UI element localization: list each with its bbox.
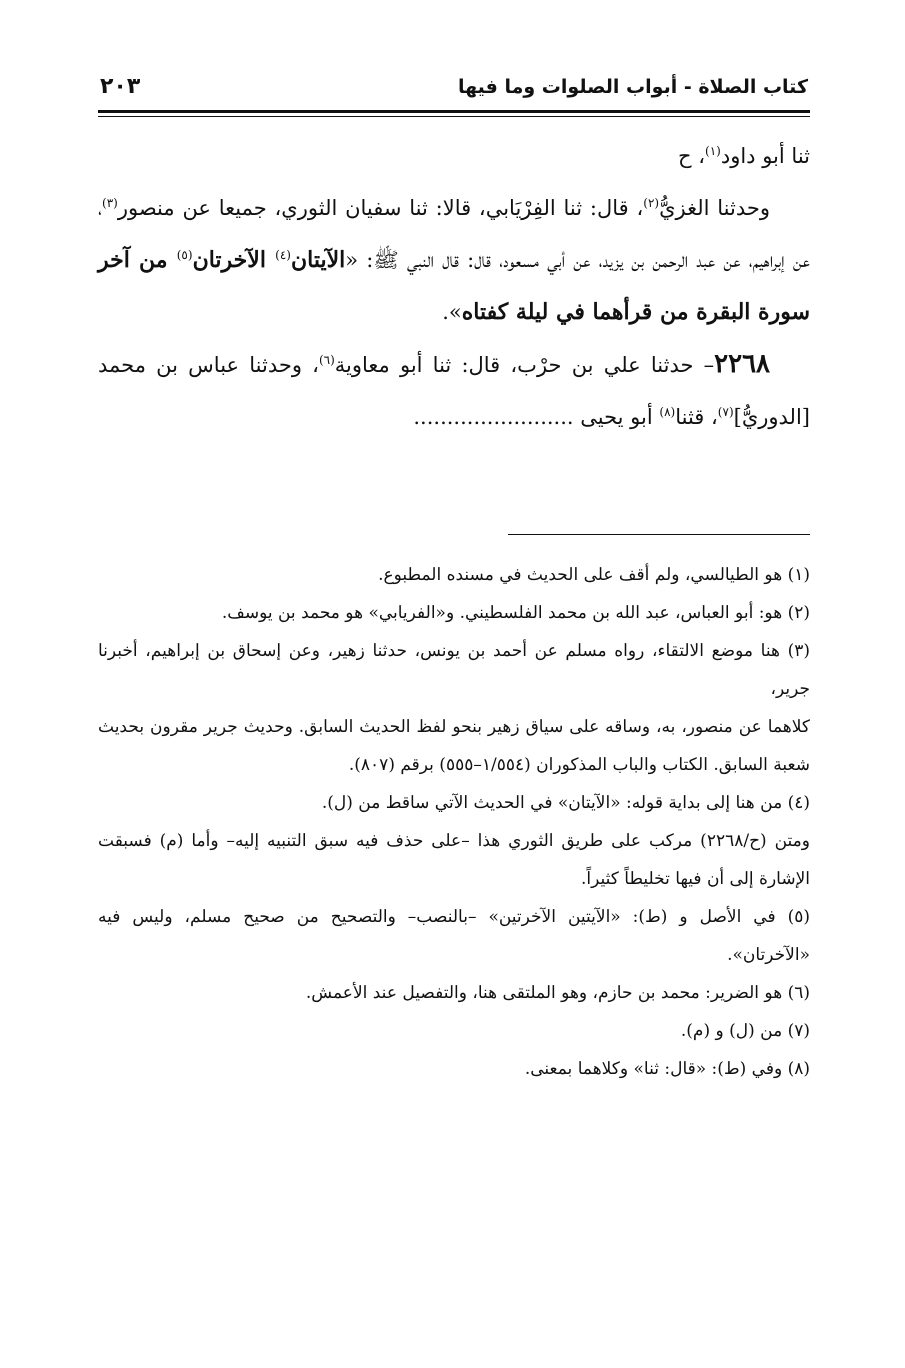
text-segment: ، قال: ثنا الفِرْيَابي، قالا: ثنا سفيان الثوري، جميعا عن منصور (117, 196, 644, 220)
header-title: كتاب الصلاة - أبواب الصلوات وما فيها (457, 76, 808, 98)
text-segment: وحدثنا الغزيُّ (659, 196, 771, 220)
paragraph-3 (98, 338, 810, 443)
footnote-4: (٤) من هنا إلى بداية قوله: «الآيتان» في الحديث الآتي ساقط من (ل). (321, 793, 810, 813)
footnotes (98, 556, 810, 1088)
header-rule-thin (98, 116, 810, 117)
continuation-dots: ........................ (413, 405, 581, 429)
text-segment: أبو يحيى (580, 405, 660, 429)
footnote-8: (٨) وفي (ط): «قال: ثنا» وكلاهما بمعنى. (524, 1059, 810, 1079)
footnote-ref: (٢) (643, 196, 660, 210)
text-segment: ، ح (678, 144, 706, 168)
page-number: ٢٠٣ (100, 74, 141, 99)
text-segment: ». (442, 300, 462, 324)
footnote-3: (٣) هنا موضع الالتقاء، رواه مسلم عن أحمد بن يونس، حدثنا زهير، وعن إسحاق بن إبراهيم، أخبرنا جرير، (98, 641, 810, 699)
paragraph-1 (98, 130, 810, 182)
paragraph-2 (98, 182, 810, 338)
running-header (98, 72, 808, 106)
footnote-4-continued: ومتن (ح/٢٢٦٨) مركب على طريق الثوري هذا –على حذف فيه سبق التنبيه إليه– وأما (م) فسبقت الإشارة إلى أن فيها تخليطاً كثيراً. (98, 831, 810, 889)
footnote-6: (٦) هو الضرير: محمد بن حازم، وهو الملتقى هنا، والتفصيل عند الأعمش. (305, 983, 810, 1003)
footnote-ref: (١) (705, 144, 721, 158)
footnote-3-continued: كلاهما عن منصور، به، وساقه على سياق زهير بنحو لفظ الحديث السابق. وحديث جرير مقرون بحديث شعبة السابق. الكتاب والباب المذكوران (١/٥٥٤–٥٥٥) برقم (٨٠٧). (98, 717, 810, 775)
text-segment: ، قثنا (675, 405, 718, 429)
hadith-number: ٢٢٦٨ (714, 349, 770, 379)
hadith-text: الآيتان (290, 247, 346, 273)
text-segment: ، وحدثنا عباس بن محمد [الدوريُّ] (98, 353, 810, 429)
hadith-text: من آخر سورة البقرة من قرأهما في ليلة كفتاه (98, 247, 810, 325)
hadith-text: الآخرتان (192, 247, 276, 273)
footnote-2: (٢) هو: أبو العباس، عبد الله بن محمد الفلسطيني. و«الفريابي» هو محمد بن يوسف. (221, 603, 810, 623)
text-segment: – حدثنا علي بن حرْب، قال: ثنا أبو معاوية (334, 353, 715, 377)
header-rule (98, 110, 810, 113)
text-segment: ، عن إبراهيم، عن عبد الرحمن بن يزيد، عن أبي مسعود، قال: قال النبي ﷺ: « (98, 196, 810, 272)
main-text (98, 130, 810, 443)
footnote-ref: (٥) (176, 248, 193, 262)
footnote-ref: (٦) (318, 353, 335, 367)
footnote-ref: (٣) (102, 196, 118, 210)
footnote-5: (٥) في الأصل و (ط): «الآيتين الآخرتين» –بالنصب– والتصحيح من صحيح مسلم، وليس فيه «الآخرتان». (98, 907, 810, 965)
footnote-ref: (٤) (275, 248, 291, 262)
footnote-1: (١) هو الطيالسي، ولم أقف على الحديث في مسنده المطبوع. (378, 565, 810, 585)
text-segment: ثنا أبو داود (720, 144, 810, 168)
footnote-separator (508, 534, 810, 535)
footnote-7: (٧) من (ل) و (م). (680, 1021, 810, 1041)
footnote-ref: (٨) (659, 405, 676, 419)
footnote-ref: (٧) (717, 405, 734, 419)
